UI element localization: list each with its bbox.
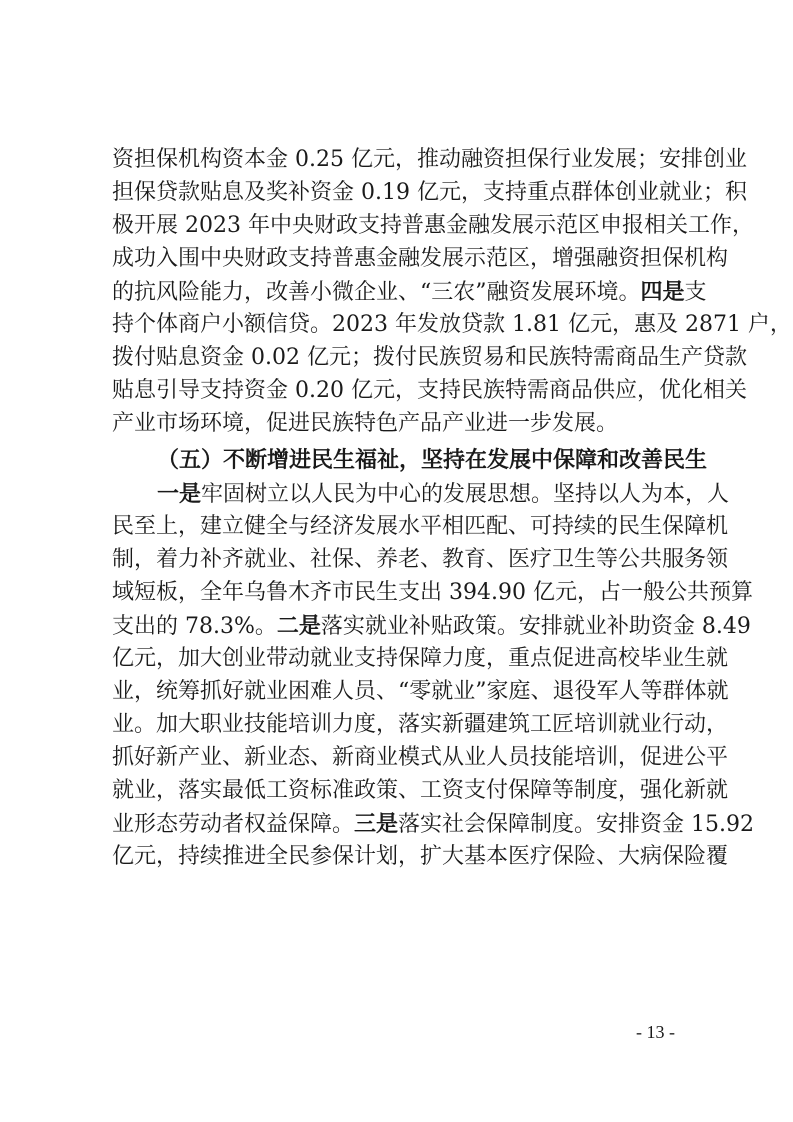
bold-phrase: 三是	[354, 811, 399, 837]
text-segment: 落实社会保障制度。安排资金 15.92	[398, 812, 755, 837]
text-line	[112, 742, 729, 774]
text-segment: 亿元，持续推进全民参保计划，扩大基本医疗保险、大病保险覆	[112, 844, 729, 869]
text-line	[112, 276, 707, 308]
bold-phrase: 二是	[276, 613, 321, 639]
text-line	[112, 577, 753, 609]
text-line	[112, 709, 729, 741]
text-line	[112, 375, 747, 407]
text-segment: 抓好新产业、新业态、新商业模式从业人员技能培训，促进公平	[112, 745, 729, 770]
text-segment: 极开展 2023 年中央财政支持普惠金融发展示范区申报相关工作，	[112, 213, 754, 238]
text-line	[112, 808, 755, 840]
text-line	[112, 775, 729, 807]
text-line	[112, 309, 792, 341]
text-line	[112, 210, 754, 242]
text-line	[112, 676, 729, 708]
text-line	[112, 544, 729, 576]
text-segment: 担保贷款贴息及奖补资金 0.19 亿元，支持重点群体创业就业；积	[112, 180, 747, 205]
page-number: - 13 -	[636, 1022, 675, 1042]
text-line	[112, 841, 729, 873]
text-segment: 业形态劳动者权益保障。	[112, 812, 355, 837]
text-line	[157, 478, 730, 510]
section-heading	[157, 444, 708, 476]
text-segment: 的抗风险能力，改善小微企业、“三农”融资发展环境。	[112, 280, 641, 305]
text-segment: 域短板，全年乌鲁木齐市民生支出 394.90 亿元，占一般公共预算	[112, 580, 753, 605]
bold-phrase: （五）不断增进民生福祉，坚持在发展中保障和改善民生	[157, 447, 708, 473]
text-segment: 牢固树立以人民为中心的发展思想。坚持以人为本，人	[201, 482, 730, 507]
text-segment: 支	[684, 280, 707, 305]
text-line	[112, 511, 729, 543]
text-segment: 民至上，建立健全与经济发展水平相匹配、可持续的民生保障机	[112, 514, 729, 539]
text-segment: 业。加大职业技能培训力度，落实新疆建筑工匠培训就业行动，	[112, 712, 729, 737]
text-segment: 持个体商户小额信贷。2023 年发放贷款 1.81 亿元，惠及 2871 户，	[112, 312, 792, 337]
text-segment: 拨付贴息资金 0.02 亿元；拨付民族贸易和民族特需商品生产贷款	[112, 345, 747, 370]
text-segment: 制，着力补齐就业、社保、养老、教育、医疗卫生等公共服务领	[112, 547, 729, 572]
text-segment: 成功入围中央财政支持普惠金融发展示范区，增强融资担保机构	[112, 246, 729, 271]
text-segment: 就业，落实最低工资标准政策、工资支付保障等制度，强化新就	[112, 778, 729, 803]
text-line	[112, 243, 729, 275]
text-line	[112, 408, 685, 440]
text-segment: 落实就业补贴政策。安排就业补助资金 8.49	[320, 614, 751, 639]
text-line	[112, 144, 747, 176]
text-line	[112, 610, 751, 642]
bold-phrase: 四是	[640, 279, 685, 305]
text-line	[112, 177, 747, 209]
text-segment: 产业市场环境，促进民族特色产品产业进一步发展。	[112, 411, 619, 436]
text-segment: 业，统筹抓好就业困难人员、“零就业”家庭、退役军人等群体就	[112, 679, 729, 704]
text-segment: 支出的 78.3%。	[112, 614, 277, 639]
text-line	[112, 643, 729, 675]
text-segment: 贴息引导支持资金 0.20 亿元，支持民族特需商品供应，优化相关	[112, 378, 747, 403]
bold-phrase: 一是	[157, 481, 202, 507]
text-line	[112, 342, 747, 374]
text-segment: 资担保机构资本金 0.25 亿元，推动融资担保行业发展；安排创业	[112, 147, 747, 172]
text-segment: 亿元，加大创业带动就业支持保障力度，重点促进高校毕业生就	[112, 646, 729, 671]
